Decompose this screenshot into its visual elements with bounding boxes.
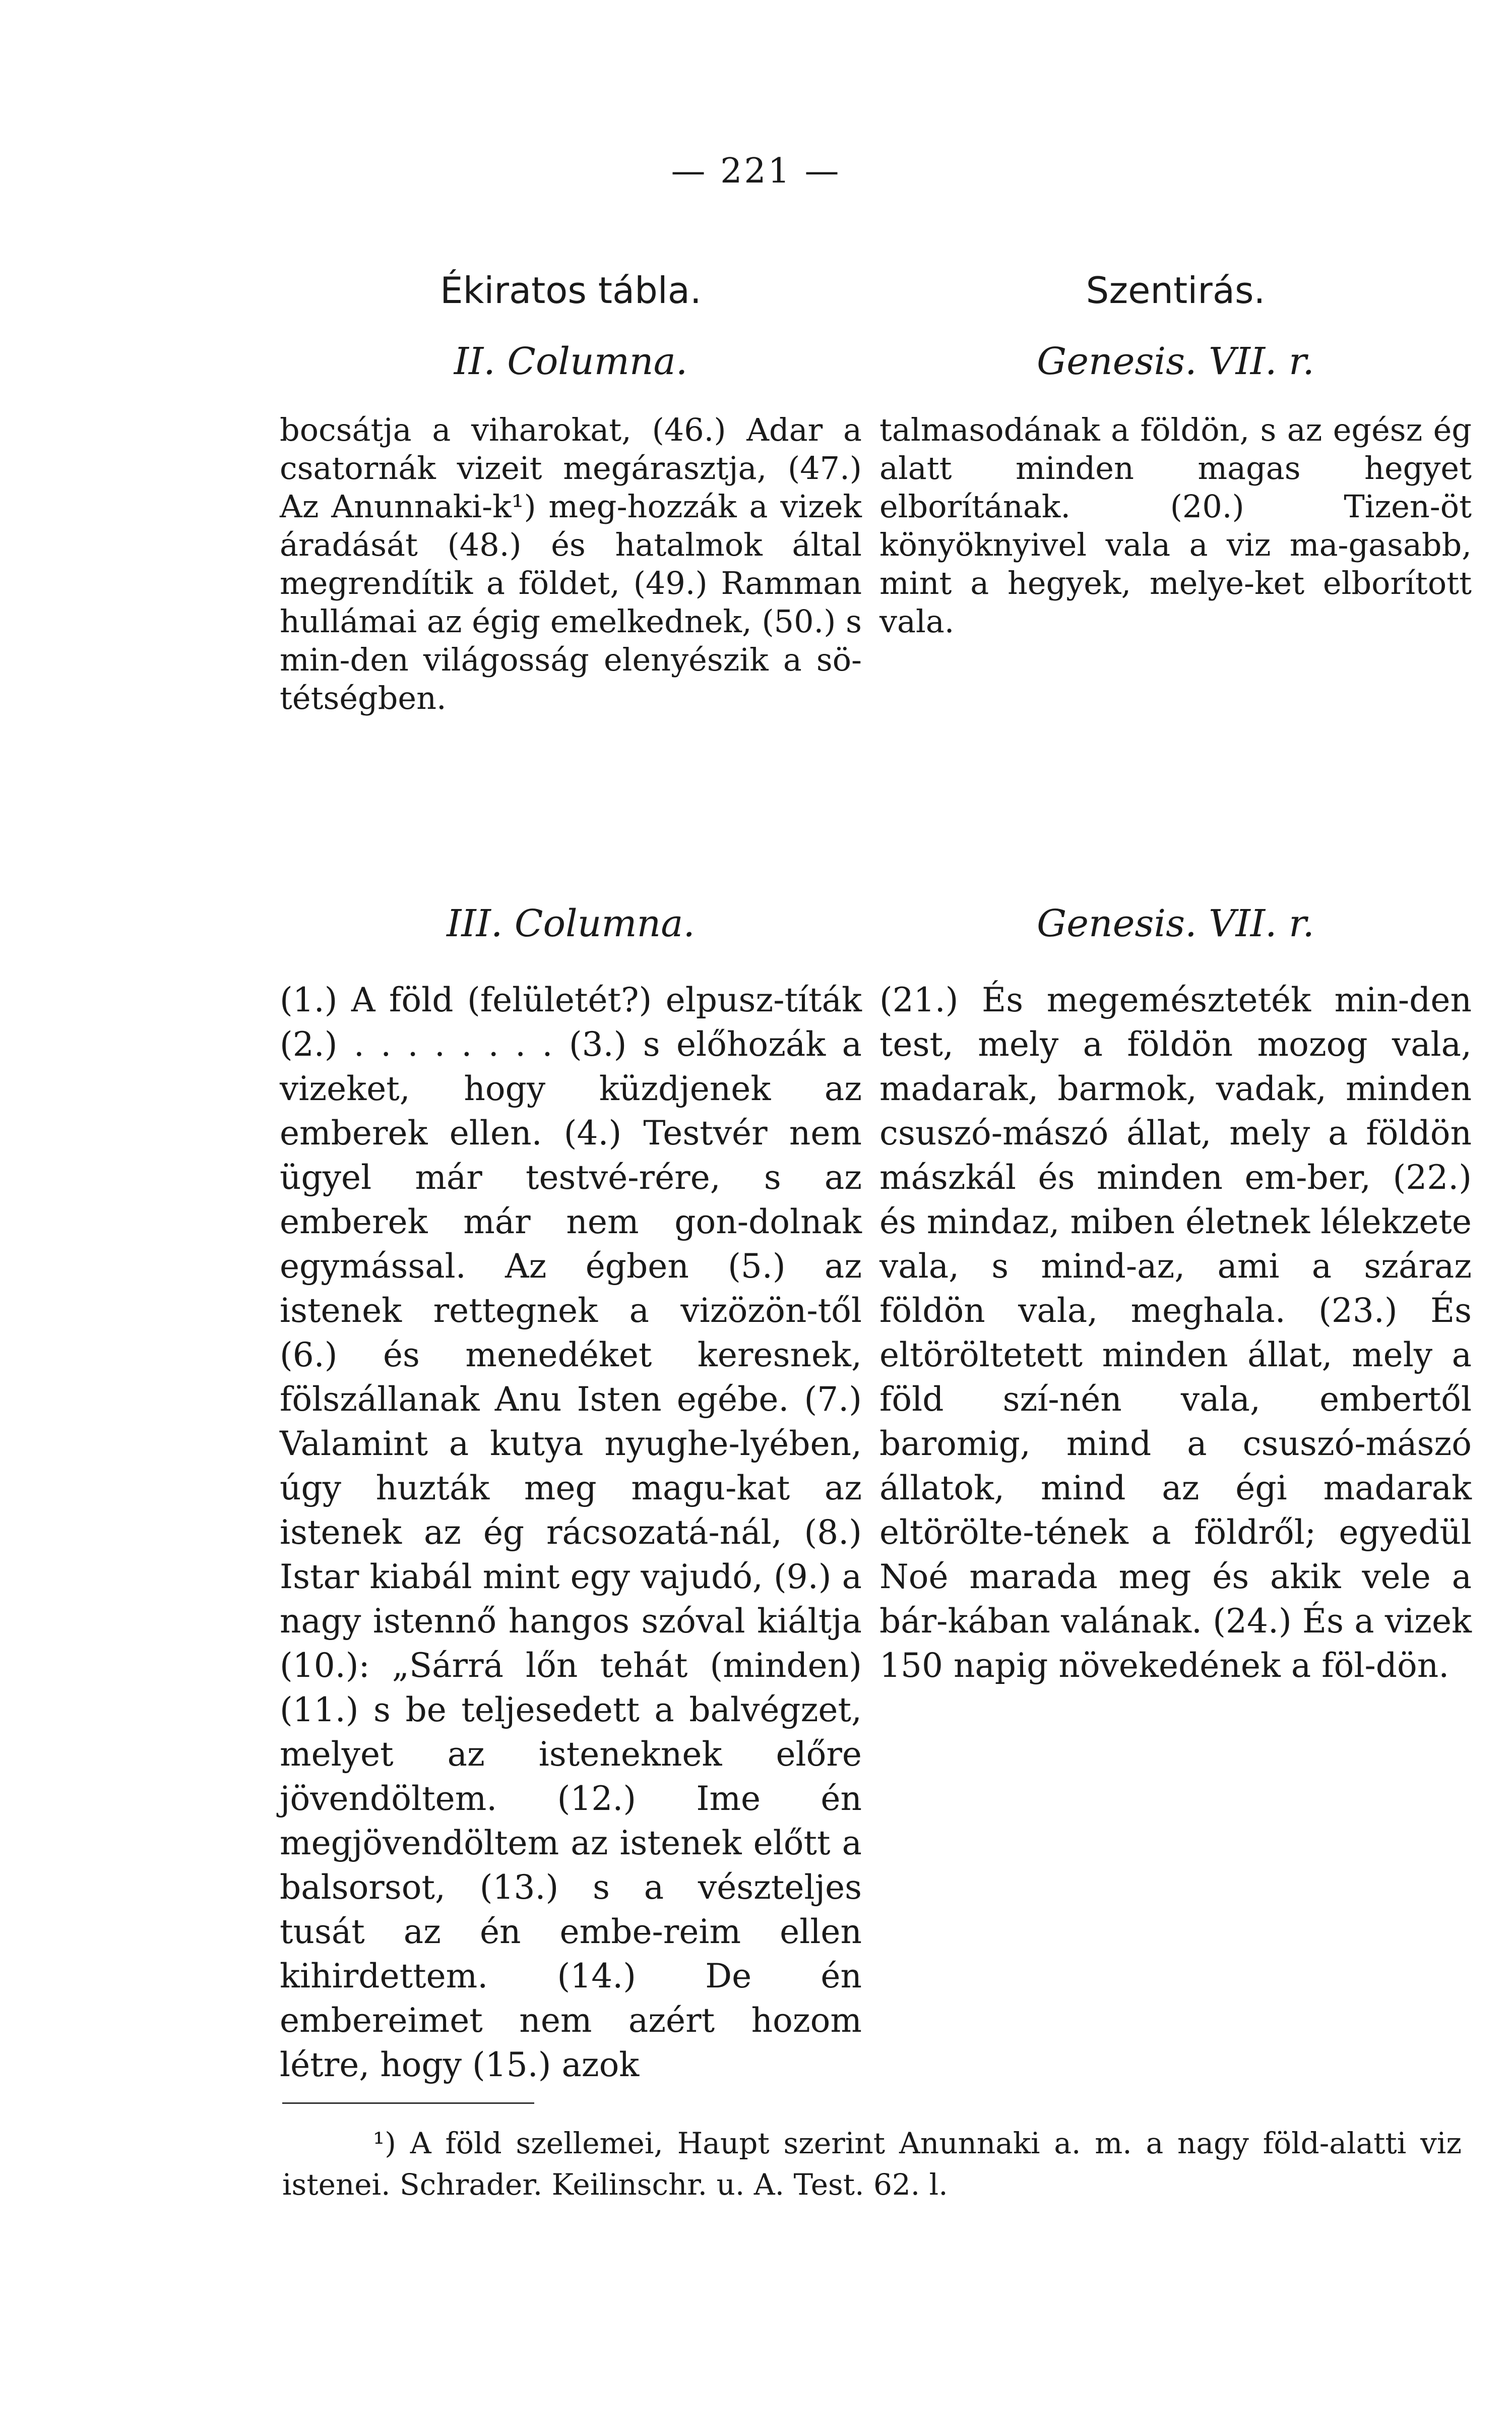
- szentiras-heading: Szentirás.: [1086, 269, 1266, 312]
- left-column-text-1: [280, 411, 862, 717]
- page-number: — 221 —: [671, 151, 841, 191]
- columna-ii-heading: II. Columna.: [454, 340, 688, 383]
- genesis-text-1: talmasodának a földön, s az egész ég alatt minden magas hegyet elborítának. (20.) Tizen-öt könyöknyivel vala a viz ma-gasabb, mint a hegyek, melye-ket elborított vala.: [879, 411, 1472, 640]
- left-column-subtitle-2: [280, 902, 862, 945]
- footnote: [282, 2123, 1462, 2205]
- footnote-text: A föld szellemei, Haupt szerint Anunnaki a. m. a nagy föld-alatti viz istenei. Schrader. Keilinschr. u. A. Test. 62. l.: [282, 2126, 1462, 2202]
- right-column-subtitle-2: [879, 902, 1472, 945]
- columna-iii-text: (1.) A föld (felületét?) elpusz-títák (2.) . . . . . . . . (3.) s előhozák a vizeket, hogy küzdjenek az emberek ellen. (4.) Testvér nem ügyel már testvé-rére, s az emberek már nem gon-dolnak egymással. Az égben (5.) az istenek rettegnek a vizözön-től (6.) és menedéket keresnek, fölszállanak Anu Isten egébe. (7.) Valamint a kutya nyughe-lyében, úgy huzták meg magu-kat az istenek az ég rácsozatá-nál, (8.) Istar kiabál mint egy vajudó, (9.) a nagy istennő hangos szóval kiáltja (10.): „Sárrá lőn tehát (minden) (11.) s be teljesedett a balvégzet, melyet az isteneknek előre jövendöltem. (12.) Ime én megjövendöltem az istenek előtt a balsorsot, (13.) s a vészteljes tusát az én embe-reim ellen kihirdettem. (14.) De én embereimet nem azért hozom létre, hogy (15.) azok: [280, 981, 862, 2084]
- genesis-vii-heading-1: Genesis. VII. r.: [1037, 340, 1314, 383]
- genesis-text-2: (21.) És megemészteték min-den test, mely a földön mozog vala, madarak, barmok, vadak, minden csuszó-mászó állat, mely a földön mászkál és minden em-ber, (22.) és mindaz, miben életnek lélekzete vala, s mind-az, ami a száraz földön vala, meghala. (23.) És eltöröltetett minden állat, mely a föld szí-nén vala, embertől baromig, mind a csuszó-mászó állatok, mind az égi madarak eltörölte-tének a földről; egyedül Noé marada meg és akik vele a bár-kában valának. (24.) És a vizek 150 napig növekedének a föl-dön.: [879, 981, 1472, 1685]
- left-column-text-2: [280, 978, 862, 2087]
- columna-iii-heading: III. Columna.: [447, 902, 695, 945]
- footnote-marker: ¹): [373, 2126, 396, 2160]
- right-column-subtitle: [879, 340, 1472, 383]
- genesis-vii-heading-2: Genesis. VII. r.: [1037, 902, 1314, 945]
- right-column-text-2: [879, 978, 1472, 1688]
- columna-ii-text: bocsátja a viharokat, (46.) Adar a csatornák vizeit megárasztja, (47.) Az Anunnaki-k¹) meg-hozzák a vizek áradását (48.) és hatalmok által megrendítik a földet, (49.) Ramman hullámai az égig emelkednek, (50.) s min-den világosság elenyészik a sö-tétségben.: [280, 411, 862, 716]
- left-column-subtitle: [280, 340, 862, 383]
- ekiratos-tabla-heading: Ékiratos tábla.: [440, 269, 702, 312]
- footnote-rule: [282, 2102, 534, 2104]
- right-column-text-1: [879, 411, 1472, 641]
- right-column-title: [879, 269, 1472, 312]
- left-column-title: [280, 269, 862, 312]
